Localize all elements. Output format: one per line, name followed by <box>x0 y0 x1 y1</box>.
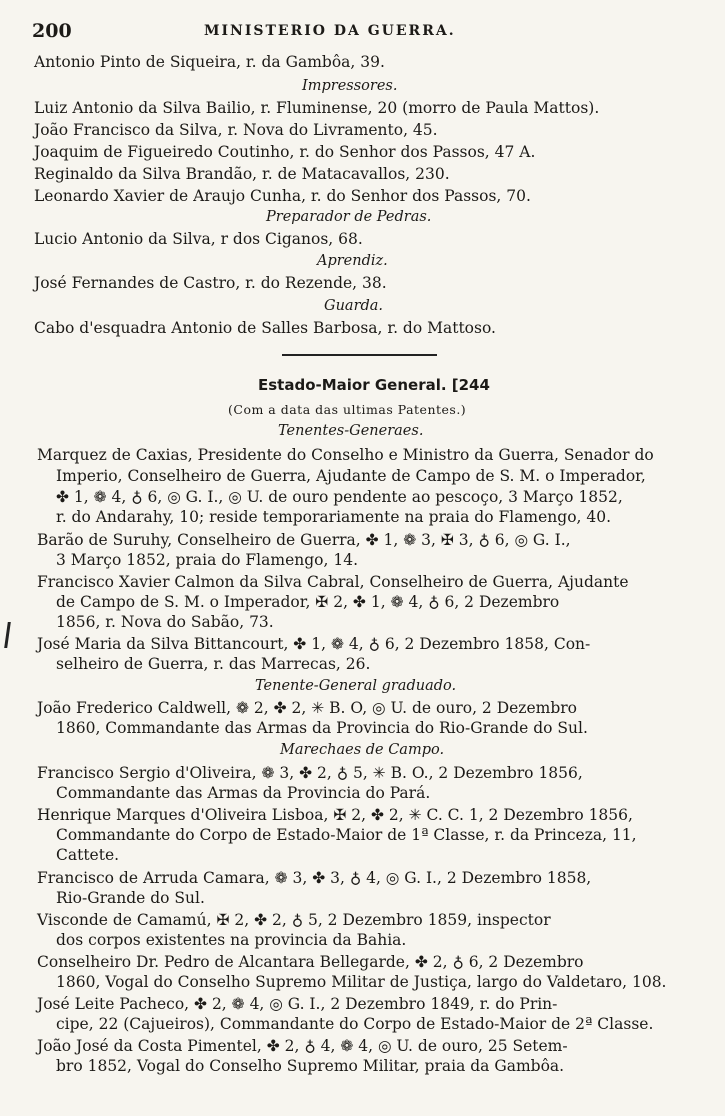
entry-line: José Maria da Silva Bittancourt, ✤ 1, ❁ 4, ♁ 6, 2 Dezembro 1858, Con- <box>37 635 591 653</box>
list-entry: Antonio Pinto de Siqueira, r. da Gambôa, 39. <box>34 53 385 71</box>
list-entry: Cabo d'esquadra Antonio de Salles Barbosa, r. do Mattoso. <box>34 319 496 337</box>
entry-line: José Leite Pacheco, ✤ 2, ❁ 4, ◎ G. I., 2 Dezembro 1849, r. do Prin- <box>37 995 558 1013</box>
entry-line: Francisco Xavier Calmon da Silva Cabral, Conselheiro de Guerra, Ajudante <box>37 573 629 591</box>
entry-line: 3 Março 1852, praia do Flamengo, 14. <box>56 551 358 569</box>
entry-line: 1860, Vogal do Conselho Supremo Militar de Justiça, largo do Valdetaro, 108. <box>56 973 667 991</box>
entry-line: bro 1852, Vogal do Conselho Supremo Militar, praia da Gambôa. <box>56 1057 565 1075</box>
section-subheading: Tenente-General graduado. <box>255 678 457 694</box>
entry-line: Francisco de Arruda Camara, ❁ 3, ✤ 3, ♁ 4, ◎ G. I., 2 Dezembro 1858, <box>37 869 592 887</box>
section-subheading: Marechaes de Campo. <box>280 742 445 758</box>
section-subheading: Tenentes-Generaes. <box>278 423 424 439</box>
entry-line: 1856, r. Nova do Sabão, 73. <box>56 613 274 631</box>
entry-line: cipe, 22 (Cajueiros), Commandante do Corpo de Estado-Maior de 2ª Classe. <box>56 1015 654 1033</box>
section-subheading: Preparador de Pedras. <box>266 209 432 225</box>
entry-line: Francisco Sergio d'Oliveira, ❁ 3, ✤ 2, ♁ 5, ✳ B. O., 2 Dezembro 1856, <box>37 764 583 782</box>
section-subheading: Aprendiz. <box>317 253 388 269</box>
margin-mark <box>4 622 11 648</box>
entry-line: Commandante do Corpo de Estado-Maior de 1ª Classe, r. da Princeza, 11, <box>56 826 637 844</box>
entry-line: Rio-Grande do Sul. <box>56 889 205 907</box>
list-entry: Reginaldo da Silva Brandão, r. de Matacavallos, 230. <box>34 165 450 183</box>
entry-line: de Campo de S. M. o Imperador, ✠ 2, ✤ 1, ❁ 4, ♁ 6, 2 Dezembro <box>56 593 560 611</box>
entry-line: dos corpos existentes na provincia da Bahia. <box>56 931 407 949</box>
section-title: Estado-Maior General. [244 <box>258 376 490 394</box>
entry-line: Conselheiro Dr. Pedro de Alcantara Bellegarde, ✤ 2, ♁ 6, 2 Dezembro <box>37 953 584 971</box>
list-entry: Joaquim de Figueiredo Coutinho, r. do Senhor dos Passos, 47 A. <box>34 143 536 161</box>
list-entry: José Fernandes de Castro, r. do Rezende, 38. <box>34 274 387 292</box>
section-subheading: Guarda. <box>324 298 384 314</box>
entry-line: Visconde de Camamú, ✠ 2, ✤ 2, ♁ 5, 2 Dezembro 1859, inspector <box>37 911 551 929</box>
entry-line: r. do Andarahy, 10; reside temporariamente na praia do Flamengo, 40. <box>56 508 612 526</box>
section-divider <box>282 354 437 356</box>
entry-line: 1860, Commandante das Armas da Provincia do Rio-Grande do Sul. <box>56 719 588 737</box>
list-entry: Leonardo Xavier de Araujo Cunha, r. do Senhor dos Passos, 70. <box>34 187 531 205</box>
entry-line: ✤ 1, ❁ 4, ♁ 6, ◎ G. I., ◎ U. de ouro pendente ao pescoço, 3 Março 1852, <box>56 488 623 506</box>
running-title: MINISTERIO DA GUERRA. <box>204 23 456 39</box>
section-note: (Com a data das ultimas Patentes.) <box>228 402 467 417</box>
page-header <box>32 20 502 46</box>
entry-line: Barão de Suruhy, Conselheiro de Guerra, ✤ 1, ❁ 3, ✠ 3, ♁ 6, ◎ G. I., <box>37 531 571 549</box>
entry-line: João José da Costa Pimentel, ✤ 2, ♁ 4, ❁ 4, ◎ U. de ouro, 25 Setem- <box>37 1037 568 1055</box>
list-entry: Lucio Antonio da Silva, r dos Ciganos, 68. <box>34 230 363 248</box>
page-number: 200 <box>32 20 72 42</box>
entry-line: Imperio, Conselheiro de Guerra, Ajudante de Campo de S. M. o Imperador, <box>56 467 646 485</box>
entry-line: selheiro de Guerra, r. das Marrecas, 26. <box>56 655 371 673</box>
entry-line: João Frederico Caldwell, ❁ 2, ✤ 2, ✳ B. O, ◎ U. de ouro, 2 Dezembro <box>37 699 578 717</box>
entry-line: Cattete. <box>56 846 120 864</box>
entry-line: Henrique Marques d'Oliveira Lisboa, ✠ 2, ✤ 2, ✳ C. C. 1, 2 Dezembro 1856, <box>37 806 633 824</box>
entry-line: Marquez de Caxias, Presidente do Conselho e Ministro da Guerra, Senador do <box>37 446 654 464</box>
section-subheading: Impressores. <box>302 78 398 94</box>
entry-line: Commandante das Armas da Provincia do Pará. <box>56 784 431 802</box>
list-entry: Luiz Antonio da Silva Bailio, r. Fluminense, 20 (morro de Paula Mattos). <box>34 99 600 117</box>
list-entry: João Francisco da Silva, r. Nova do Livramento, 45. <box>34 121 438 139</box>
